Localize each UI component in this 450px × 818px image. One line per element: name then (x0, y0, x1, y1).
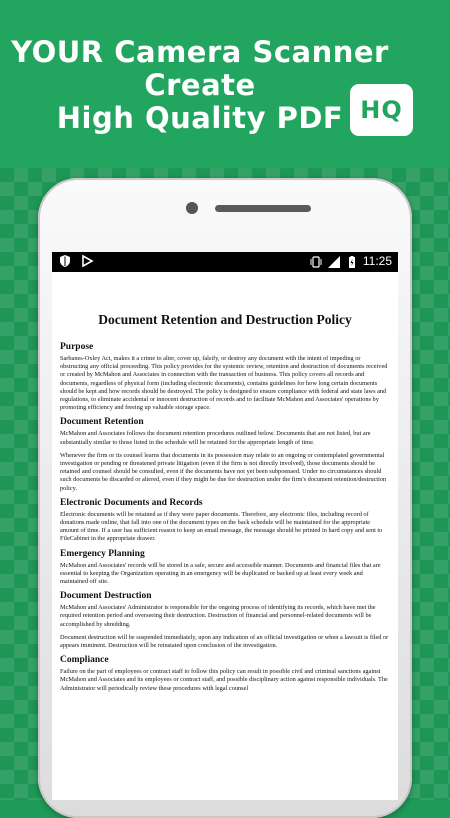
promo-banner (0, 0, 450, 168)
shield-icon (58, 254, 72, 268)
section-paragraph: Sarbanes-Oxley Act, makes it a crime to alter, cover up, falsify, or destroy any document with the intent of impeding or obstructing any official proceeding. This policy provides for the systemic review, retention and destruction of documents received or created by McMahon and Associates in connection with the transaction of business. This policy covers all records and documents, regardless of physical form (including electronic documents), contains guidelines for how long certain documents should be kept and how records should be destroyed. The policy is designed to ensure compliance with federal and state laws and regulations, to eliminate accidental or innocent destruction of records and to facilitate McMahon and Associates' operations by promoting efficiency and freeing up valuable storage space. (60, 355, 388, 412)
section-paragraph: McMahon and Associates' Administrator is responsible for the ongoing process of identifying its records, which have met the required retention period and overseeing their destruction. Destruction of financial and personnel-related documents will be accomplished by shredding. (60, 604, 376, 628)
section-paragraph: McMahon and Associates follows the document retention procedures outlined below. Documents that are not listed, but are substantially similar to those listed in the schedule will be retained for the appropriate length of time. (60, 430, 371, 446)
signal-icon (327, 255, 341, 269)
document-title: Document Retention and Destruction Policy (98, 312, 352, 327)
banner-line-2: Create (144, 68, 256, 102)
section-heading: Document Retention (60, 417, 144, 428)
battery-charging-icon (345, 255, 359, 269)
section-paragraph: Electronic documents will be retained as if they were paper documents. Therefore, any electronic files, including record of donations made online, that fall into one of the document types on the back schedule will be maintained for the appropriate amount of time. If a user has sufficient reason to keep an email message, the message should be printed in hard copy and sent to FileCabinet in the appropriate drawer. (60, 510, 383, 543)
phone-screen (52, 252, 398, 800)
play-store-icon (80, 254, 94, 268)
banner-headline (0, 36, 400, 135)
section-paragraph: Document destruction will be suspended immediately, upon any indication of an official investigation or when a lawsuit is filed or appears imminent. Destruction will be reinstated upon conclusion of the investigation. (60, 633, 389, 650)
speaker-grille (215, 205, 311, 212)
vibrate-icon (309, 255, 323, 269)
section-heading: Compliance (60, 655, 109, 666)
front-camera-icon (186, 202, 198, 214)
banner-line-3: High Quality PDF (56, 101, 344, 135)
hq-logo-badge: HQ (350, 84, 413, 136)
section-heading: Emergency Planning (60, 548, 145, 559)
banner-line-1: YOUR Camera Scanner (11, 35, 389, 69)
section-heading: Purpose (60, 342, 94, 352)
section-paragraph: McMahon and Associates' records will be stored in a safe, secure and accessible manner. Documents and financial files that are essential to keeping the Organization operating in an emergency will be duplicated or backed up at least every week and maintained off site. (60, 561, 381, 586)
section-paragraph: Failure on the part of employees or contract staff to follow this policy can result in possible civil and criminal sanctions against McMahon and Associates and its employees or contract staff, and possible disciplinary action against responsible individuals. The Administrator will periodically review these procedures with legal counsel (60, 668, 388, 692)
clock: 11:25 (362, 254, 392, 268)
section-paragraph: Whenever the firm or its counsel learns that documents in its possession may relate to an ongoing or contemplated governmental investigation or pending or threatened private litigation (even if the firm is not directly involved), those documents should be retained and counsel should be consulted, even if the documents have not yet been subpoenaed. Under no circumstances should such documents be discarded or altered, even if they might be due for destruction under the firm's document retention/destruction policy. (60, 451, 387, 492)
section-heading: Electronic Documents and Records (60, 497, 203, 508)
status-bar (52, 252, 398, 272)
scanned-document (60, 312, 390, 698)
section-heading: Document Destruction (60, 591, 152, 602)
